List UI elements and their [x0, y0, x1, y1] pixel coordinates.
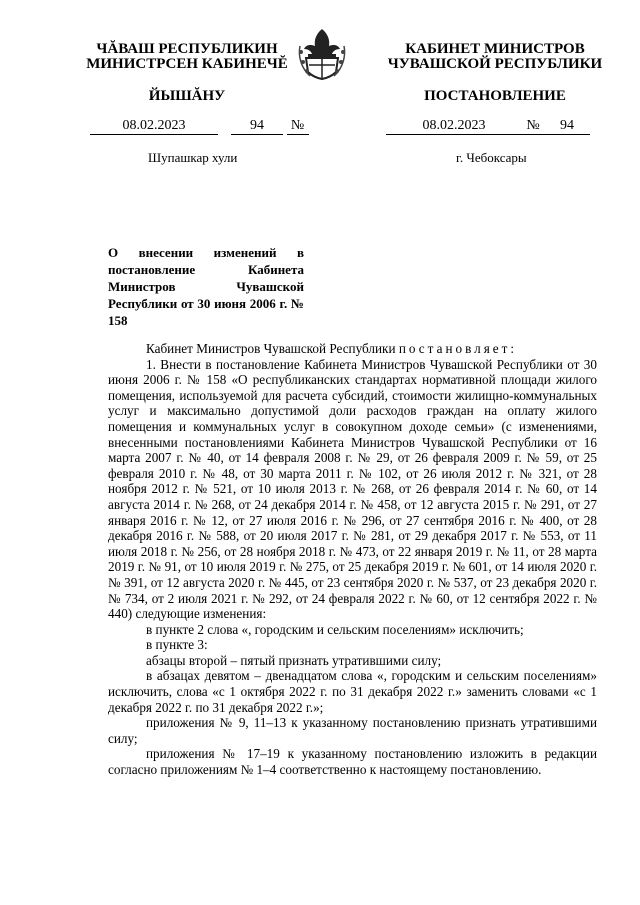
registration-right — [386, 118, 590, 135]
body-intro-lead: Кабинет Министров Чувашской Республики — [146, 341, 399, 356]
registration-right-date: 08.02.2023 — [386, 118, 522, 135]
registration-left — [90, 118, 309, 135]
header-left-title — [72, 42, 302, 72]
header-right-line1: КАБИНЕТ МИНИСТРОВ — [405, 41, 585, 57]
header-left-doc-type: ЙЫШĂНУ — [148, 88, 226, 104]
body-intro — [108, 341, 597, 357]
body-item-1: 1. Внести в постановление Кабинета Министров Чувашской Республики от 30 июня 2006 г. № 158 «О республиканских стандартах нормативной площади жилого помещения, используемой для расчета субсидий, стоимости жилищно-коммунальных услуг и максимально допустимой доли расходов граждан на оплату жилого помещения и коммунальных услуг в совокупном доходе семьи» (с изменениями, внесенными постановлениями Кабинета Министров Чувашской Республики от 16 марта 2007 г. № 40, от 14 февраля 2008 г. № 29, от 26 февраля 2009 г. № 59, от 25 февраля 2010 г. № 48, от 30 марта 2011 г. № 102, от 26 июля 2012 г. № 321, от 28 ноября 2012 г. № 521, от 10 июля 2013 г. № 268, от 26 февраля 2014 г. № 60, от 14 августа 2014 г. № 268, от 24 декабря 2014 г. № 458, от 12 августа 2015 г. № 291, от 27 января 2016 г. № 12, от 27 июля 2016 г. № 296, от 27 сентября 2016 г. № 400, от 28 декабря 2016 г. № 588, от 20 июля 2017 г. № 281, от 29 декабря 2017 г. № 553, от 11 июля 2018 г. № 256, от 28 ноября 2018 г. № 473, от 22 января 2019 г. № 11, от 28 марта 2019 г. № 91, от 10 июля 2019 г. № 275, от 25 декабря 2019 г. № 601, от 14 июля 2020 г. № 391, от 12 августа 2020 г. № 445, от 23 сентября 2020 г. № 537, от 23 декабря 2020 г. № 734, от 2 июля 2021 г. № 292, от 24 февраля 2022 г. № 60, от 12 сентября 2022 г. № 440) следующие изменения: — [108, 356, 597, 622]
body-paragraph-3: в пункте 3: — [146, 637, 208, 653]
registration-left-date: 08.02.2023 — [90, 118, 218, 135]
body-paragraph-5: в абзацах девятом – двенадцатом слова «, городским и сельским поселениям» исключить, слова «с 1 октября 2022 г. по 31 декабря 2022 г.» заменить словами «с 1 декабря 2022 г. по 31 декабря 2022 г.»; — [108, 668, 597, 715]
place-right: г. Чебоксары — [456, 150, 527, 165]
body-intro-verb: постановляет: — [398, 341, 518, 356]
place-left: Шупашкар хули — [148, 150, 238, 165]
body-paragraph-4: абзацы второй – пятый признать утратившими силу; — [146, 652, 442, 668]
registration-right-number-sign: № — [522, 118, 544, 135]
registration-left-number: 94 — [231, 118, 283, 135]
header-left-line1: ЧĂВАШ РЕСПУБЛИКИН — [96, 41, 278, 57]
header-right-line2: ЧУВАШСКОЙ РЕСПУБЛИКИ — [387, 56, 603, 72]
body-paragraph-2: в пункте 2 слова «, городским и сельским поселениям» исключить; — [146, 621, 524, 637]
registration-right-number: 94 — [544, 118, 590, 135]
document-subject: О внесении изменений в постановление Кабинета Министров Чувашской Республики от 30 июня 2006 г. № 158 — [108, 245, 304, 328]
registration-left-number-sign: № — [287, 118, 309, 135]
body-paragraph-7: приложения № 17–19 к указанному постановлению изложить в редакции согласно приложениям № 1–4 соответственно к настоящему постановлению. — [108, 746, 597, 778]
body-paragraph-6: приложения № 9, 11–13 к указанному постановлению признать утратившими силу; — [108, 715, 597, 746]
header-right-title — [380, 42, 610, 72]
header-left-line2: МИНИСТРСЕН КАБИНЕЧĔ — [86, 56, 288, 72]
header-right-doc-type: ПОСТАНОВЛЕНИЕ — [424, 88, 566, 104]
chuvash-emblem-icon — [296, 26, 348, 82]
document-body — [108, 341, 597, 778]
